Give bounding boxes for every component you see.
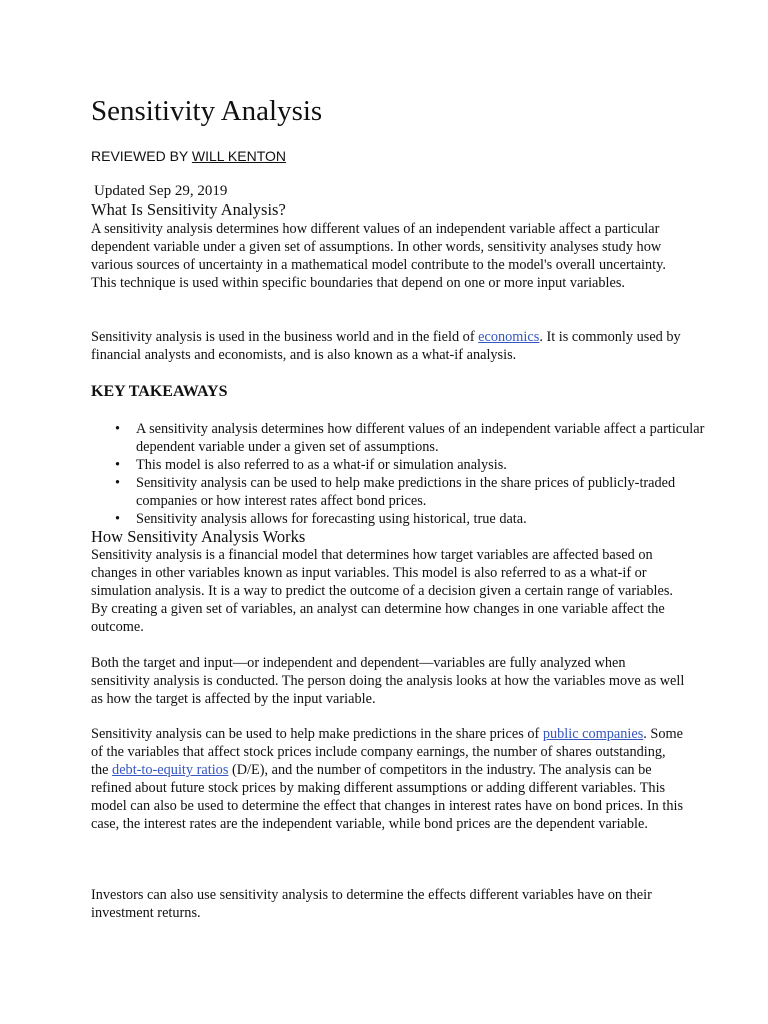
section-heading-how-it-works: How Sensitivity Analysis Works <box>91 527 306 546</box>
section-heading-what-is: What Is Sensitivity Analysis? <box>91 200 286 219</box>
reviewer-link[interactable]: WILL KENTON <box>191 148 287 164</box>
economics-link[interactable]: economics <box>478 329 540 345</box>
key-takeaways-heading: KEY TAKEAWAYS <box>91 383 228 400</box>
bullet-icon: • <box>115 421 121 437</box>
list-item-text: Sensitivity analysis can be used to help make predictions in the share prices of publicly-traded companies or how interest rates affect bond prices. <box>136 475 676 509</box>
paragraph-text: . Some of the variables that affect stock prices include company earnings, the number of shares outstanding, the <box>91 726 683 778</box>
list-item <box>115 456 731 474</box>
paragraph-definition: A sensitivity analysis determines how different values of an independent variable affect a particular dependent variable under a given set of assumptions. In other words, sensitivity analyses study how various sources of uncertainty in a mathematical model contribute to the model's overall uncertainty. This technique is used within specific boundaries that depend on one or more input variables. <box>91 221 666 291</box>
reviewed-by-label: REVIEWED BY <box>91 148 188 164</box>
reviewed-by-line <box>91 147 286 165</box>
list-item-text: A sensitivity analysis determines how different values of an independent variable affect a particular dependent variable under a given set of assumptions. <box>136 421 705 455</box>
list-item-text: This model is also referred to as a what-if or simulation analysis. <box>136 457 507 473</box>
paragraph-predictions <box>91 725 686 833</box>
updated-date: Updated Sep 29, 2019 <box>94 183 228 199</box>
paragraph-investors: Investors can also use sensitivity analysis to determine the effects different variables have on their investment returns. <box>91 887 652 921</box>
paragraph-text: . It is commonly used by financial analysts and economists, and is also known as a what-if analysis. <box>91 329 681 363</box>
bullet-icon: • <box>115 475 121 491</box>
bullet-icon: • <box>115 511 121 527</box>
public-companies-link[interactable]: public companies <box>542 726 644 742</box>
paragraph-text: (D/E), and the number of competitors in the industry. The analysis can be refined about future stock prices by making different assumptions or adding different variables. This model can also be used to determine the effect that changes in interest rates have on bond prices. In this case, the interest rates are the independent variable, while bond prices are the dependent variable. <box>91 762 684 832</box>
paragraph-financial-model: Sensitivity analysis is a financial model that determines how target variables are affected based on changes in other variables known as input variables. This model is also referred to as a what-if or simulation analysis. It is a way to predict the outcome of a decision given a certain range of variables. By creating a given set of variables, an analyst can determine how changes in one variable affect the outcome. <box>91 547 674 635</box>
paragraph-text: Sensitivity analysis can be used to help make predictions in the share prices of <box>91 726 543 742</box>
bullet-icon: • <box>115 457 121 473</box>
key-takeaways-list <box>91 420 731 528</box>
list-item <box>115 510 731 528</box>
list-item <box>115 474 731 510</box>
paragraph-usage <box>91 328 686 364</box>
list-item-text: Sensitivity analysis allows for forecasting using historical, true data. <box>136 511 527 527</box>
list-item <box>115 420 731 456</box>
paragraph-target-input: Both the target and input—or independent and dependent—variables are fully analyzed when sensitivity analysis is conducted. The person doing the analysis looks at how the variables move as well as how the target is affected by the input variable. <box>91 655 685 707</box>
page-title: Sensitivity Analysis <box>91 95 323 127</box>
paragraph-text: Sensitivity analysis is used in the business world and in the field of <box>91 329 479 345</box>
debt-to-equity-link[interactable]: debt-to-equity ratios <box>112 762 229 778</box>
